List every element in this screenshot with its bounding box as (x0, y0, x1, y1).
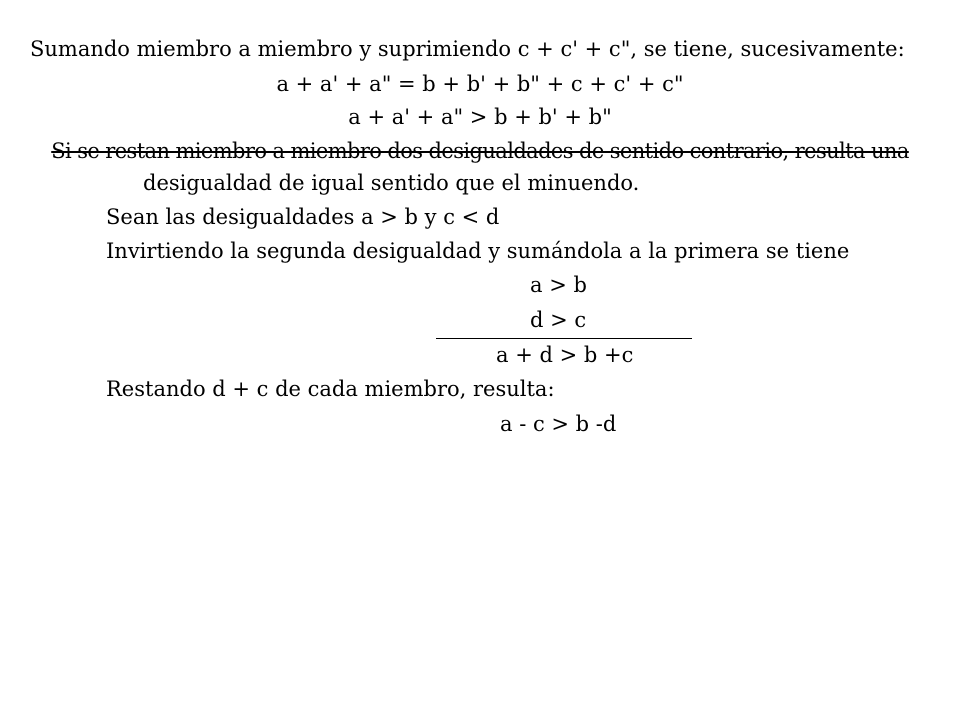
sean-statement: Sean las desigualdades a > b y c < d (106, 205, 500, 229)
equation-inequality: a + a' + a" > b + b' + b" (348, 105, 612, 129)
sum-first-inequality: a > b (530, 273, 587, 297)
struck-rule-statement: Si se restan miembro a miembro dos desigualdades de sentido contrario, resulta una (51, 139, 909, 163)
intro-paragraph: Sumando miembro a miembro y suprimiendo c + c' + c", se tiene, sucesivamente: (30, 37, 905, 61)
sum-result: a + d > b +c (496, 343, 634, 367)
sum-divider-line (436, 338, 692, 339)
final-result: a - c > b -d (500, 412, 617, 436)
rule-continuation: desigualdad de igual sentido que el minuendo. (143, 171, 640, 195)
restando-statement: Restando d + c de cada miembro, resulta: (106, 377, 555, 401)
equation-sum-all: a + a' + a" = b + b' + b" + c + c' + c" (276, 72, 684, 96)
invirtiendo-statement: Invirtiendo la segunda desigualdad y sumándola a la primera se tiene (106, 239, 850, 263)
sum-second-inequality: d > c (530, 308, 587, 332)
